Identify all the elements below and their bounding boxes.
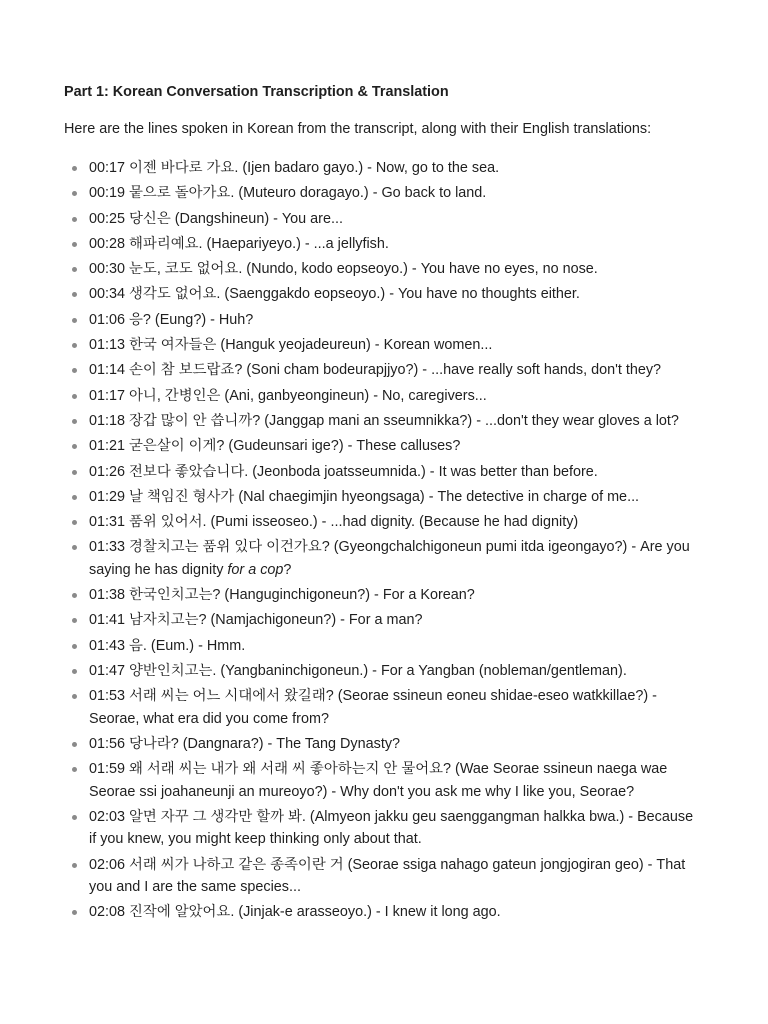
transcript-line-text: 00:19 뭍으로 돌아가요. (Muteuro doragayo.) - Go back to land. bbox=[89, 185, 487, 202]
transcript-line bbox=[64, 486, 704, 508]
transcript-line bbox=[64, 157, 704, 179]
intro-paragraph: Here are the lines spoken in Korean from the transcript, along with their English translations: bbox=[64, 121, 652, 137]
bullet-icon bbox=[72, 292, 77, 297]
bullet-icon bbox=[72, 394, 77, 399]
transcript-line bbox=[64, 685, 704, 730]
transcript-line-text: 01:29 날 책임진 형사가 (Nal chaegimjin hyeongsaga) - The detective in charge of me... bbox=[89, 488, 640, 505]
transcript-line bbox=[64, 385, 704, 407]
bullet-icon bbox=[72, 618, 77, 623]
transcript-line bbox=[64, 334, 704, 356]
transcript-line-text: 01:41 남자치고는? (Namjachigoneun?) - For a man? bbox=[89, 612, 423, 629]
bullet-icon bbox=[72, 267, 77, 272]
transcript-line bbox=[64, 635, 704, 657]
bullet-icon bbox=[72, 419, 77, 424]
bullet-icon bbox=[72, 863, 77, 868]
transcript-line-text: 01:59 왜 서래 씨는 내가 왜 서래 씨 좋아하는지 안 물어요? (Wae Seorae ssineun naega wae Seorae ssi joahaneunji an mureoyo?) - Why don't you ask me why I like you, Seorae? bbox=[89, 761, 668, 800]
transcript-line-text: 02:06 서래 씨가 나하고 같은 종족이란 거 (Seorae ssiga nahago gateun jongjogiran geo) - That you and I are the same species... bbox=[89, 856, 686, 896]
bullet-icon bbox=[72, 545, 77, 550]
transcript-line bbox=[64, 258, 704, 280]
transcript-line bbox=[64, 733, 704, 755]
transcript-line-text: 01:17 아니, 간병인은 (Ani, ganbyeongineun) - No, caregivers... bbox=[89, 387, 487, 404]
bullet-icon bbox=[72, 191, 77, 196]
transcript-line-emphasis: for a cop bbox=[227, 561, 284, 578]
bullet-icon bbox=[72, 343, 77, 348]
bullet-icon bbox=[72, 318, 77, 323]
transcript-line-tail: ? bbox=[283, 561, 292, 578]
transcript-line bbox=[64, 182, 704, 204]
transcript-line bbox=[64, 359, 704, 381]
transcript-line bbox=[64, 309, 704, 331]
transcript-line-text: 01:18 장갑 많이 안 씁니까? (Janggap mani an sseumnikka?) - ...don't they wear gloves a lot? bbox=[89, 412, 679, 429]
transcript-line-text: 01:06 응? (Eung?) - Huh? bbox=[89, 311, 254, 328]
transcript-line-text: 00:17 이젠 바다로 가요. (Ijen badaro gayo.) - Now, go to the sea. bbox=[89, 160, 500, 176]
bullet-icon bbox=[72, 742, 77, 747]
transcript-line bbox=[64, 511, 704, 533]
transcript-line-text: 01:33 경찰치고는 품위 있다 이건가요? (Gyeongchalchigoneun pumi itda igeongayo?) - Are you saying he has dignity bbox=[89, 539, 690, 578]
bullet-icon bbox=[72, 217, 77, 222]
transcript-line bbox=[64, 435, 704, 457]
bullet-icon bbox=[72, 495, 77, 500]
transcript-line-text: 01:38 한국인치고는? (Hanguginchigoneun?) - For a Korean? bbox=[89, 587, 475, 604]
transcript-line bbox=[64, 584, 704, 606]
transcript-line-text: 01:47 양반인치고는. (Yangbaninchigoneun.) - For a Yangban (nobleman/gentleman). bbox=[89, 663, 627, 680]
transcript-line bbox=[64, 283, 704, 305]
transcript-line bbox=[64, 208, 704, 230]
transcript-line-text: 00:34 생각도 없어요. (Saenggakdo eopseoyo.) - You have no thoughts either. bbox=[89, 286, 580, 303]
transcript-line-text: 01:14 손이 참 보드랍죠? (Soni cham bodeurapjjyo?) - ...have really soft hands, don't they? bbox=[89, 362, 662, 379]
transcript-line bbox=[64, 660, 704, 682]
transcript-line-text: 01:31 품위 있어서. (Pumi isseoseo.) - ...had dignity. (Because he had dignity) bbox=[89, 514, 579, 531]
transcript-line bbox=[64, 758, 704, 803]
bullet-icon bbox=[72, 470, 77, 475]
transcript-line-text: 01:43 음. (Eum.) - Hmm. bbox=[89, 637, 246, 654]
transcript-line-text: 01:56 당나라? (Dangnara?) - The Tang Dynasty? bbox=[89, 736, 401, 753]
bullet-icon bbox=[72, 242, 77, 247]
transcript-line bbox=[64, 536, 704, 581]
transcript-line bbox=[64, 854, 704, 899]
transcript-line bbox=[64, 806, 704, 851]
transcript-line-text: 00:25 당신은 (Dangshineun) - You are... bbox=[89, 210, 343, 227]
transcript-line bbox=[64, 901, 704, 923]
transcript-line-text: 00:30 눈도, 코도 없어요. (Nundo, kodo eopseoyo.) - You have no eyes, no nose. bbox=[89, 261, 598, 278]
bullet-icon bbox=[72, 910, 77, 915]
transcript-line-text: 02:08 진작에 알았어요. (Jinjak-e arasseoyo.) - I knew it long ago. bbox=[89, 904, 501, 921]
transcript-line-text: 00:28 해파리예요. (Haepariyeyo.) - ...a jellyfish. bbox=[89, 235, 389, 252]
bullet-icon bbox=[72, 767, 77, 772]
bullet-icon bbox=[72, 166, 77, 171]
bullet-icon bbox=[72, 815, 77, 820]
transcript-line bbox=[64, 233, 704, 255]
transcript-line bbox=[64, 609, 704, 631]
bullet-icon bbox=[72, 593, 77, 598]
bullet-icon bbox=[72, 644, 77, 649]
transcript-line-text: 01:21 굳은살이 이게? (Gudeunsari ige?) - These calluses? bbox=[89, 438, 461, 455]
bullet-icon bbox=[72, 520, 77, 525]
transcript-line-text: 02:03 알면 자꾸 그 생각만 할까 봐. (Almyeon jakku geu saenggangman halkka bwa.) - Because if you knew, you might keep thinking only about that. bbox=[89, 809, 694, 848]
transcript-line-text: 01:26 전보다 좋았습니다. (Jeonboda joatsseumnida.) - It was better than before. bbox=[89, 463, 598, 480]
transcript-line-text: 01:53 서래 씨는 어느 시대에서 왔길래? (Seorae ssineun eoneu shidae-eseo watkkillae?) - Seorae, what era did you come from? bbox=[89, 688, 657, 727]
transcript-line-text: 01:13 한국 여자들은 (Hanguk yeojadeureun) - Korean women... bbox=[89, 337, 493, 354]
bullet-icon bbox=[72, 694, 77, 699]
bullet-icon bbox=[72, 444, 77, 449]
bullet-icon bbox=[72, 669, 77, 674]
transcript-line bbox=[64, 461, 704, 483]
transcript-list bbox=[64, 157, 704, 924]
transcript-line bbox=[64, 410, 704, 432]
bullet-icon bbox=[72, 368, 77, 373]
section-heading: Part 1: Korean Conversation Transcription & Translation bbox=[64, 84, 449, 100]
